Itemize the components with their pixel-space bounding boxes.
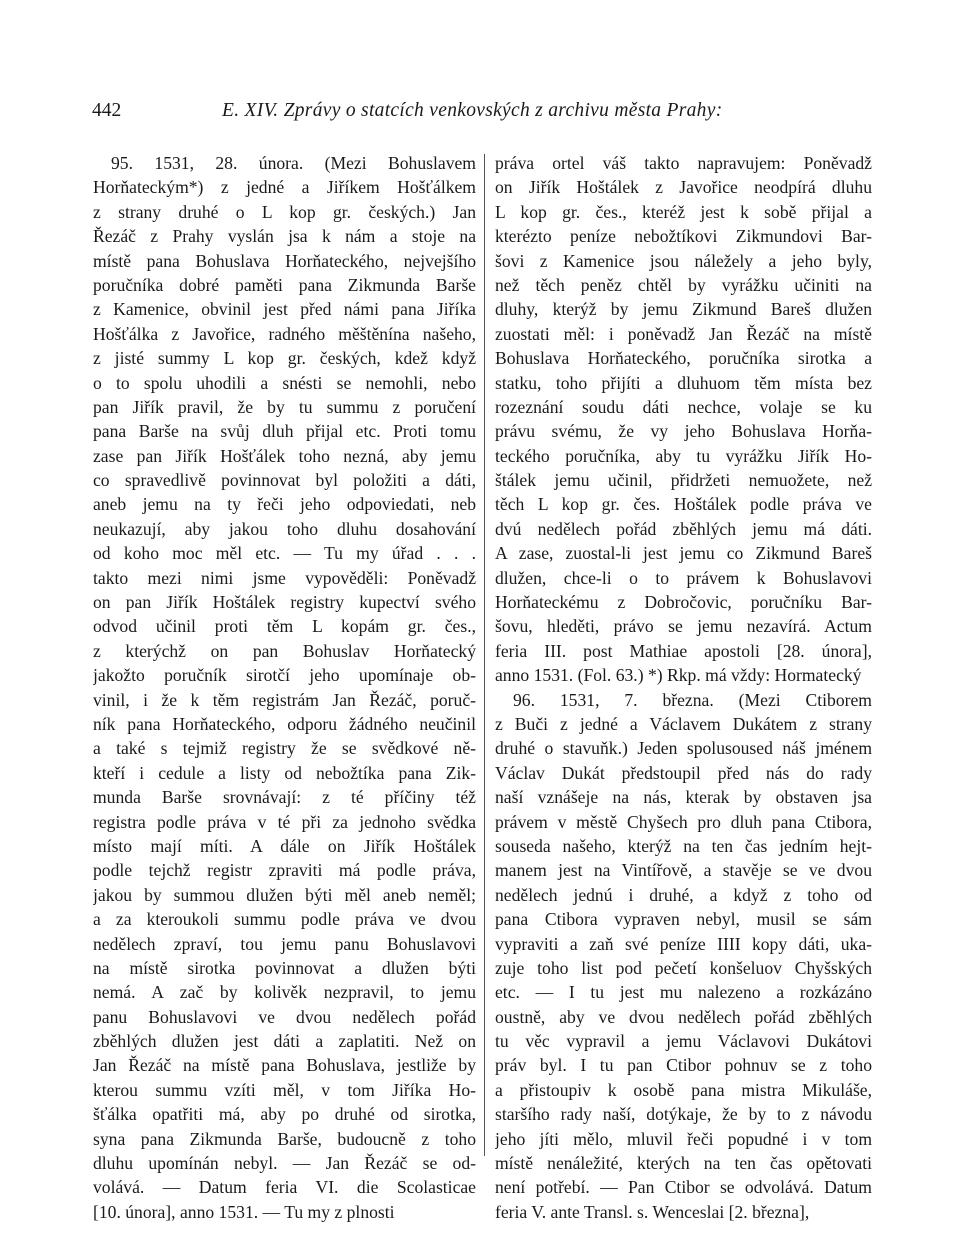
text-line: teckého poručníka, aby tu vyrážku Jiřík Ho- bbox=[495, 445, 872, 466]
text-line: 96. 1531, 7. března. (Mezi Ctiborem bbox=[513, 689, 872, 710]
text-line: než těch peněz chtěl by vyrážku učiniti na bbox=[495, 274, 872, 295]
text-line: nemá. A zač by kolivěk nezpravil, to jemu bbox=[93, 982, 476, 1003]
running-title: E. XIV. Zprávy o statcích venkovských z archivu města Prahy: bbox=[222, 100, 723, 121]
text-line: šťálka opatřiti má, aby po druhé od sirotka, bbox=[93, 1104, 476, 1125]
text-line: a za kteroukoli summu podle práva ve dvou bbox=[93, 909, 476, 930]
text-line: staršího rady naší, dotýkaje, že by to z návodu bbox=[495, 1104, 872, 1125]
text-line: pana Barše na svůj dluh přijal etc. Proti tomu bbox=[93, 421, 476, 442]
text-line: a také s tejmiž registry že se svědkové ně- bbox=[93, 738, 476, 759]
text-line: souseda našeho, kterýž na ten čas jedním hejt- bbox=[495, 835, 872, 856]
text-line: jeho jíti mělo, mluvil řeči popudné i v tom bbox=[495, 1128, 872, 1149]
text-line: poručníka dobré paměti pana Zikmunda Barše bbox=[93, 274, 476, 295]
text-line: Řezáč z Prahy vyslán jsa k nám a stoje na bbox=[93, 226, 476, 247]
text-line: Hošťálka z Javořice, radného měštěnína našeho, bbox=[93, 323, 476, 344]
text-line: panu Bohuslavovi ve dvou nedělech pořád bbox=[93, 1006, 476, 1027]
left-column bbox=[93, 151, 476, 1224]
column-divider bbox=[484, 154, 485, 1156]
text-line: neukazují, aby jakou toho dluhu dosahování bbox=[93, 518, 476, 539]
text-line: není potřebí. — Pan Ctibor se odvolává. Datum bbox=[495, 1177, 872, 1198]
text-line: L kop gr. čes., kteréž jest k sobě přijal a bbox=[495, 201, 872, 222]
page-number: 442 bbox=[92, 100, 122, 121]
text-line: Horňateckým*) z jedné a Jiříkem Hošťálkem bbox=[93, 177, 476, 198]
text-line: jakou by summou dlužen býti měl aneb neměl; bbox=[93, 884, 476, 905]
text-line: z kterýchž on pan Bohuslav Horňatecký bbox=[93, 640, 476, 661]
text-line: feria V. ante Transl. s. Wenceslai [2. března], bbox=[495, 1201, 810, 1222]
text-line: zuostati měl: i poněvadž Jan Řezáč na místě bbox=[495, 323, 872, 344]
text-line: dluhy, kterýž by jemu Zikmund Bareš dlužen bbox=[495, 299, 872, 320]
text-line: pana Ctibora vypraven nebyl, musil se sám bbox=[495, 909, 872, 930]
text-line: naší vznášeje na nás, kterak by obstaven jsa bbox=[495, 787, 872, 808]
text-line: podle tejchž registr zpraviti má podle práva, bbox=[93, 860, 476, 881]
text-line: registra podle práva v té při za jednoho svědka bbox=[93, 811, 476, 832]
text-line: oustně, aby ve dvou nedělech pořád zběhlých bbox=[495, 1006, 872, 1027]
text-line: těch L kop gr. čes. Hoštálek podle práva ve bbox=[495, 494, 872, 515]
text-line: on Jiřík Hoštálek z Javořice neodpírá dluhu bbox=[495, 177, 872, 198]
text-line: statku, toho přijíti a dluhuom těm místa bez bbox=[495, 372, 872, 393]
text-line: dvú nedělech pořád zběhlých jemu má dáti. bbox=[495, 518, 872, 539]
text-line: šovu, hleděti, právo se jemu nezavírá. Actum bbox=[495, 616, 872, 637]
text-line: dlužen, chce-li o to právem k Bohuslavovi bbox=[495, 567, 872, 588]
text-line: štálek jemu učinil, přidržeti nemuožete, než bbox=[495, 470, 872, 491]
text-line: právu svému, že vy jeho Bohuslava Horňa- bbox=[495, 421, 872, 442]
text-line: zuje toho list pod pečetí konšeluov Chyšských bbox=[495, 957, 872, 978]
page-header bbox=[92, 100, 872, 130]
text-line: odvod učinil proti těm L kopám gr. čes., bbox=[93, 616, 476, 637]
text-line: manem jest na Vintířově, a stavěje se ve dvou bbox=[495, 860, 872, 881]
text-line: pan Jiřík pravil, že by tu summu z poručení bbox=[93, 396, 476, 417]
text-line: vypraviti a zaň své peníze IIII kopy dáti, uka- bbox=[495, 933, 872, 954]
text-line: z Buči z jedné a Václavem Dukátem z strany bbox=[495, 713, 872, 734]
text-line: z jisté summy L kop gr. českých, kdež když bbox=[93, 348, 476, 369]
text-line: z Kamenice, obvinil jest před námi pana Jiříka bbox=[93, 299, 476, 320]
text-line: nedělech zpraví, tou jemu panu Bohuslavovi bbox=[93, 933, 476, 954]
text-line: [10. února], anno 1531. — Tu my z plnosti bbox=[93, 1201, 395, 1222]
text-line: místě pana Bohuslava Horňateckého, nejvejšího bbox=[93, 250, 476, 271]
text-line: zase pan Jiřík Hošťálek toho nezná, aby jemu bbox=[93, 445, 476, 466]
text-line: a přistoupiv k osobě pana mistra Mikuláše, bbox=[495, 1079, 872, 1100]
text-line: co spravedlivě povinnovat byl položiti a dáti, bbox=[93, 470, 476, 491]
text-line: ník pana Horňateckého, odporu žádného neučinil bbox=[93, 713, 476, 734]
text-line: Horňateckému z Dobročovic, poručníku Bar- bbox=[495, 592, 872, 613]
text-line: anno 1531. (Fol. 63.) *) Rkp. má vždy: Hormatecký bbox=[495, 665, 862, 686]
text-line: zběhlých dlužen jest dáti a zaplatiti. Než on bbox=[93, 1031, 476, 1052]
text-line: tu věc vypravil a jemu Václavovi Dukátovi bbox=[495, 1031, 872, 1052]
text-line: rozeznání soudu dáti nechce, volaje se ku bbox=[495, 396, 872, 417]
text-line: na místě sirotka povinnovat a dlužen býti bbox=[93, 957, 476, 978]
text-line: z strany druhé o L kop gr. českých.) Jan bbox=[93, 201, 476, 222]
text-line: nedělech jednú i druhé, a když z toho od bbox=[495, 884, 872, 905]
text-line: takto mezi nimi jsme vypověděli: Poněvadž bbox=[93, 567, 476, 588]
text-line: vinil, i že k těm registrám Jan Řezáč, poruč- bbox=[93, 689, 476, 710]
text-line: od koho moc měl etc. — Tu my úřad . . . bbox=[93, 543, 476, 564]
text-line: druhé o stavuňk.) Jeden spolusoused náš jménem bbox=[495, 738, 872, 759]
text-line: munda Barše srovnávají: z té příčiny též bbox=[93, 787, 476, 808]
text-line: kterézto peníze nebožtíkovi Zikmundovi Bar- bbox=[495, 226, 872, 247]
text-line: Jan Řezáč na místě pana Bohuslava, jestliže by bbox=[93, 1055, 476, 1076]
text-line: dluhu upomínán nebyl. — Jan Řezáč se od- bbox=[93, 1153, 476, 1174]
text-line: on pan Jiřík Hoštálek registry kupectví svého bbox=[93, 592, 476, 613]
text-line: A zase, zuostal-li jest jemu co Zikmund Bareš bbox=[495, 543, 872, 564]
text-line: místo mají míti. A dále on Jiřík Hoštálek bbox=[93, 835, 476, 856]
text-line: kteří i cedule a listy od nebožtíka pana Zik- bbox=[93, 762, 476, 783]
text-line: syna pana Zikmunda Barše, budoucně z toho bbox=[93, 1128, 476, 1149]
text-line: místě nenáležité, kterých na ten čas opětovati bbox=[495, 1153, 872, 1174]
text-line: volává. — Datum feria VI. die Scolasticae bbox=[93, 1177, 476, 1198]
text-line: 95. 1531, 28. února. (Mezi Bohuslavem bbox=[111, 153, 476, 173]
text-line: Václav Dukát předstoupil před nás do rady bbox=[495, 762, 872, 783]
text-line: aneb jemu na ty řeči jeho odpoviedati, neb bbox=[93, 494, 476, 515]
text-line: právem v městě Chyšech pro dluh pana Ctibora, bbox=[495, 811, 872, 832]
text-line: jakožto poručník sirotčí jeho upomínaje ob- bbox=[93, 665, 476, 686]
right-column bbox=[495, 151, 872, 1224]
text-line: o to spolu uhodili a snésti se nemohli, nebo bbox=[93, 372, 476, 393]
text-line: feria III. post Mathiae apostoli [28. února], bbox=[495, 640, 872, 661]
text-line: šovi z Kamenice jsou náležely a jeho byly, bbox=[495, 250, 872, 271]
text-line: práv byl. I tu pan Ctibor pohnuv se z toho bbox=[495, 1055, 872, 1076]
text-line: etc. — I tu jest mu nalezeno a rozkázáno bbox=[495, 982, 872, 1003]
text-line: Bohuslava Horňateckého, poručníka sirotka a bbox=[495, 348, 872, 369]
text-line: práva ortel váš takto napravujem: Poněvadž bbox=[495, 153, 872, 173]
text-line: kterou summu vzíti měl, v tom Jiříka Ho- bbox=[93, 1079, 476, 1100]
